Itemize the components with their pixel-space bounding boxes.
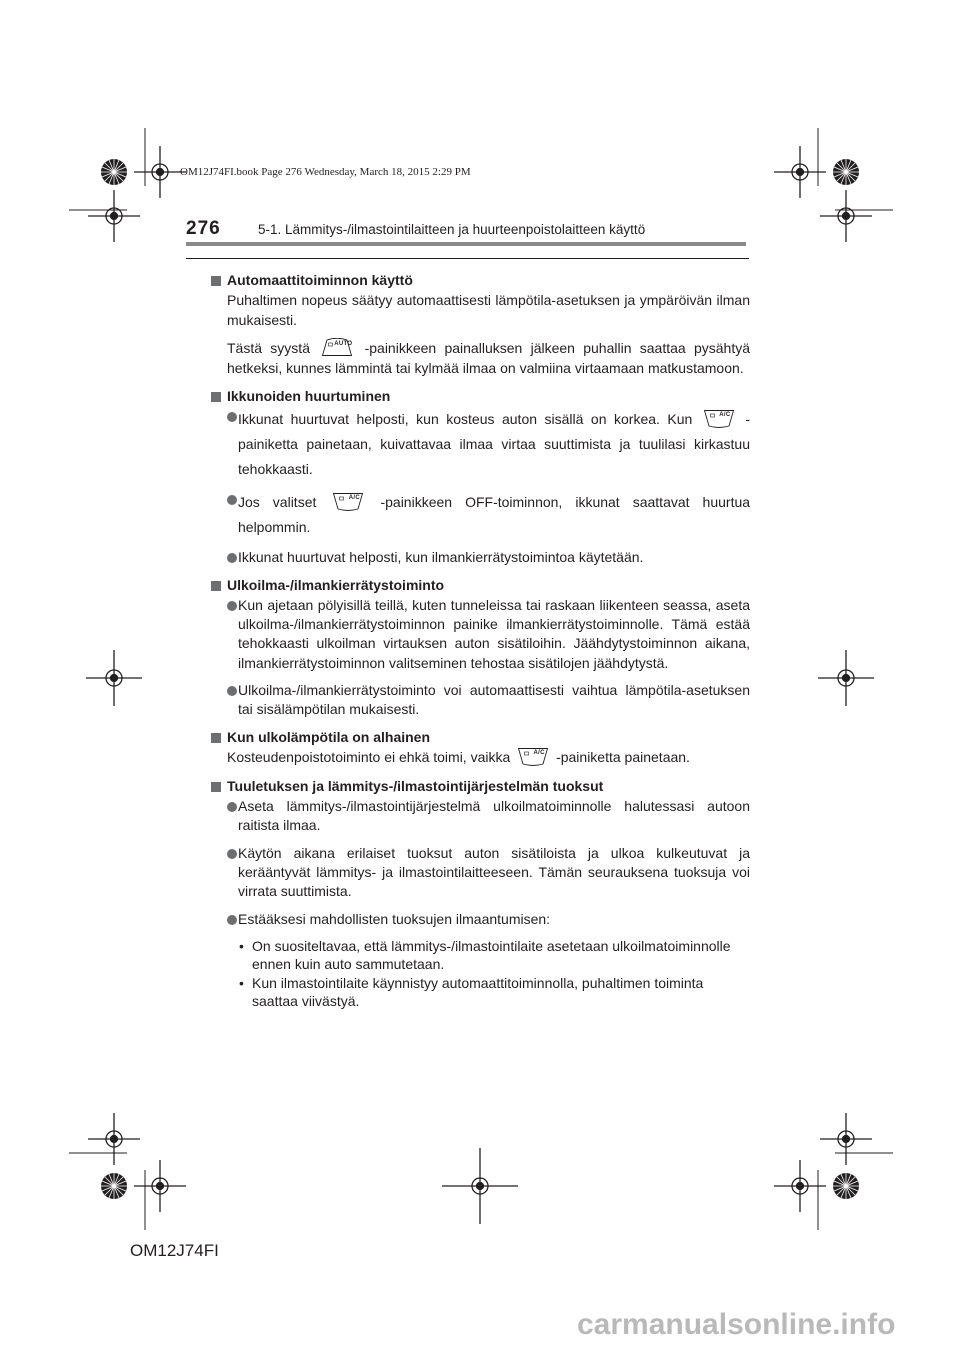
square-bullet-icon bbox=[211, 392, 221, 402]
paragraph: Kosteudenpoistotoiminto ei ehkä toimi, vaikka A/C -painiketta painetaan. bbox=[210, 748, 750, 768]
list-item: Ikkunat huurtuvat helposti, kun kosteus auton sisällä on korkea. Kun A/C -painiketta painetaan, kuivattavaa ilmaa virtaa suuttimista ja tuulilasi kirkastuu tehokkaasti. bbox=[210, 407, 750, 482]
square-bullet-icon bbox=[211, 276, 221, 286]
list-item: Aseta lämmitys-/ilmastointijärjestelmä ulkoilmatoiminnolle halutessasi autoon raitista ilmaa. bbox=[210, 797, 750, 836]
sub-list-item: • Kun ilmastointilaite käynnistyy automaattitoiminnolla, puhaltimen toiminta saattaa viivästyä. bbox=[239, 974, 704, 1010]
section-heading: Ikkunoiden huurtuminen bbox=[210, 387, 750, 406]
header-bar bbox=[186, 242, 746, 246]
round-bullet-icon bbox=[227, 915, 237, 925]
square-bullet-icon bbox=[211, 782, 221, 792]
section-heading: Automaattitoiminnon käyttö bbox=[210, 271, 750, 290]
round-bullet-icon bbox=[227, 802, 237, 812]
square-bullet-icon bbox=[211, 581, 221, 591]
round-bullet-icon bbox=[227, 412, 237, 422]
section-odors bbox=[210, 777, 750, 1011]
header-rule bbox=[186, 258, 749, 259]
source-watermark: carmanualsonline.info bbox=[577, 1308, 896, 1341]
round-bullet-icon bbox=[227, 601, 237, 611]
ac-button-icon: A/C bbox=[517, 747, 549, 766]
page-number: 276 bbox=[186, 218, 221, 239]
auto-button-icon: AUTO bbox=[321, 338, 353, 357]
list-item: Estääksesi mahdollisten tuoksujen ilmaantumisen: bbox=[210, 910, 750, 929]
ac-button-icon: A/C bbox=[332, 492, 364, 511]
list-item: Jos valitset A/C -painikkeen OFF-toiminnon, ikkunat saattavat huurtua helpommin. bbox=[210, 490, 750, 540]
section-heading: Ulkoilma-/ilmankierrätystoiminto bbox=[210, 576, 750, 595]
list-item: Ulkoilma-/ilmankierrätystoiminto voi automaattisesti vaihtua lämpötila-asetuksen tai sisälämpötilan mukaisesti. bbox=[210, 681, 750, 720]
round-bullet-icon bbox=[227, 686, 237, 696]
section-heading: Kun ulkolämpötila on alhainen bbox=[210, 728, 750, 747]
section-heading: Tuuletuksen ja lämmitys-/ilmastointijärjestelmän tuoksut bbox=[210, 777, 750, 796]
section-low-temperature bbox=[210, 728, 750, 768]
section-recirculation bbox=[210, 576, 750, 720]
round-bullet-icon bbox=[227, 495, 237, 505]
square-bullet-icon bbox=[211, 733, 221, 743]
list-item: Käytön aikana erilaiset tuoksut auton sisätiloista ja ulkoa kulkeutuvat ja kerääntyvät lämmitys- ja ilmastointilaitteeseen. Tämän seurauksena tuoksuja voi virrata suuttimista. bbox=[210, 844, 750, 902]
list-item: Kun ajetaan pölyisillä teillä, kuten tunneleissa tai raskaan liikenteen seassa, aseta ulkoilma-/ilmankierrätystoiminnon painike ilmankierrätystoiminnolle. Tämä estää tehokkaasti ulkoilman virtauksen auton sisätiloihin. Jäähdytystoiminnon aikana, ilmankierrätystoiminnon valitseminen tehostaa sisätilojen jäähdytystä. bbox=[210, 596, 750, 673]
ac-button-icon: A/C bbox=[703, 409, 735, 428]
paragraph: Puhaltimen nopeus säätyy automaattisesti lämpötila-asetuksen ja ympäröivän ilman mukaisesti. bbox=[227, 292, 750, 328]
chapter-section-title: 5-1. Lämmitys-/ilmastointilaitteen ja huurteenpoistolaitteen käyttö bbox=[258, 222, 646, 237]
footer-manual-code: OM12J74FI bbox=[130, 1241, 219, 1260]
section-window-fogging bbox=[210, 387, 750, 568]
round-bullet-icon bbox=[227, 849, 237, 859]
list-item: Ikkunat huurtuvat helposti, kun ilmankierrätystoimintoa käytetään. bbox=[210, 548, 750, 567]
round-bullet-icon bbox=[227, 553, 237, 563]
section-auto-mode bbox=[210, 271, 750, 378]
sub-list-item: • On suositeltavaa, että lämmitys-/ilmastointilaite asetetaan ulkoilmatoiminnolle ennen kuin auto sammutetaan. bbox=[239, 937, 731, 973]
paragraph: Tästä syystä AUTO -painikkeen painalluksen jälkeen puhallin saattaa pysähtyä hetkeksi, kunnes lämmintä tai kylmää ilmaa on valmiina virtaamaan matkustamoon. bbox=[210, 339, 750, 378]
book-file-info: OM12J74FI.book Page 276 Wednesday, March 18, 2015 2:29 PM bbox=[180, 166, 471, 178]
page-content bbox=[210, 271, 750, 1019]
